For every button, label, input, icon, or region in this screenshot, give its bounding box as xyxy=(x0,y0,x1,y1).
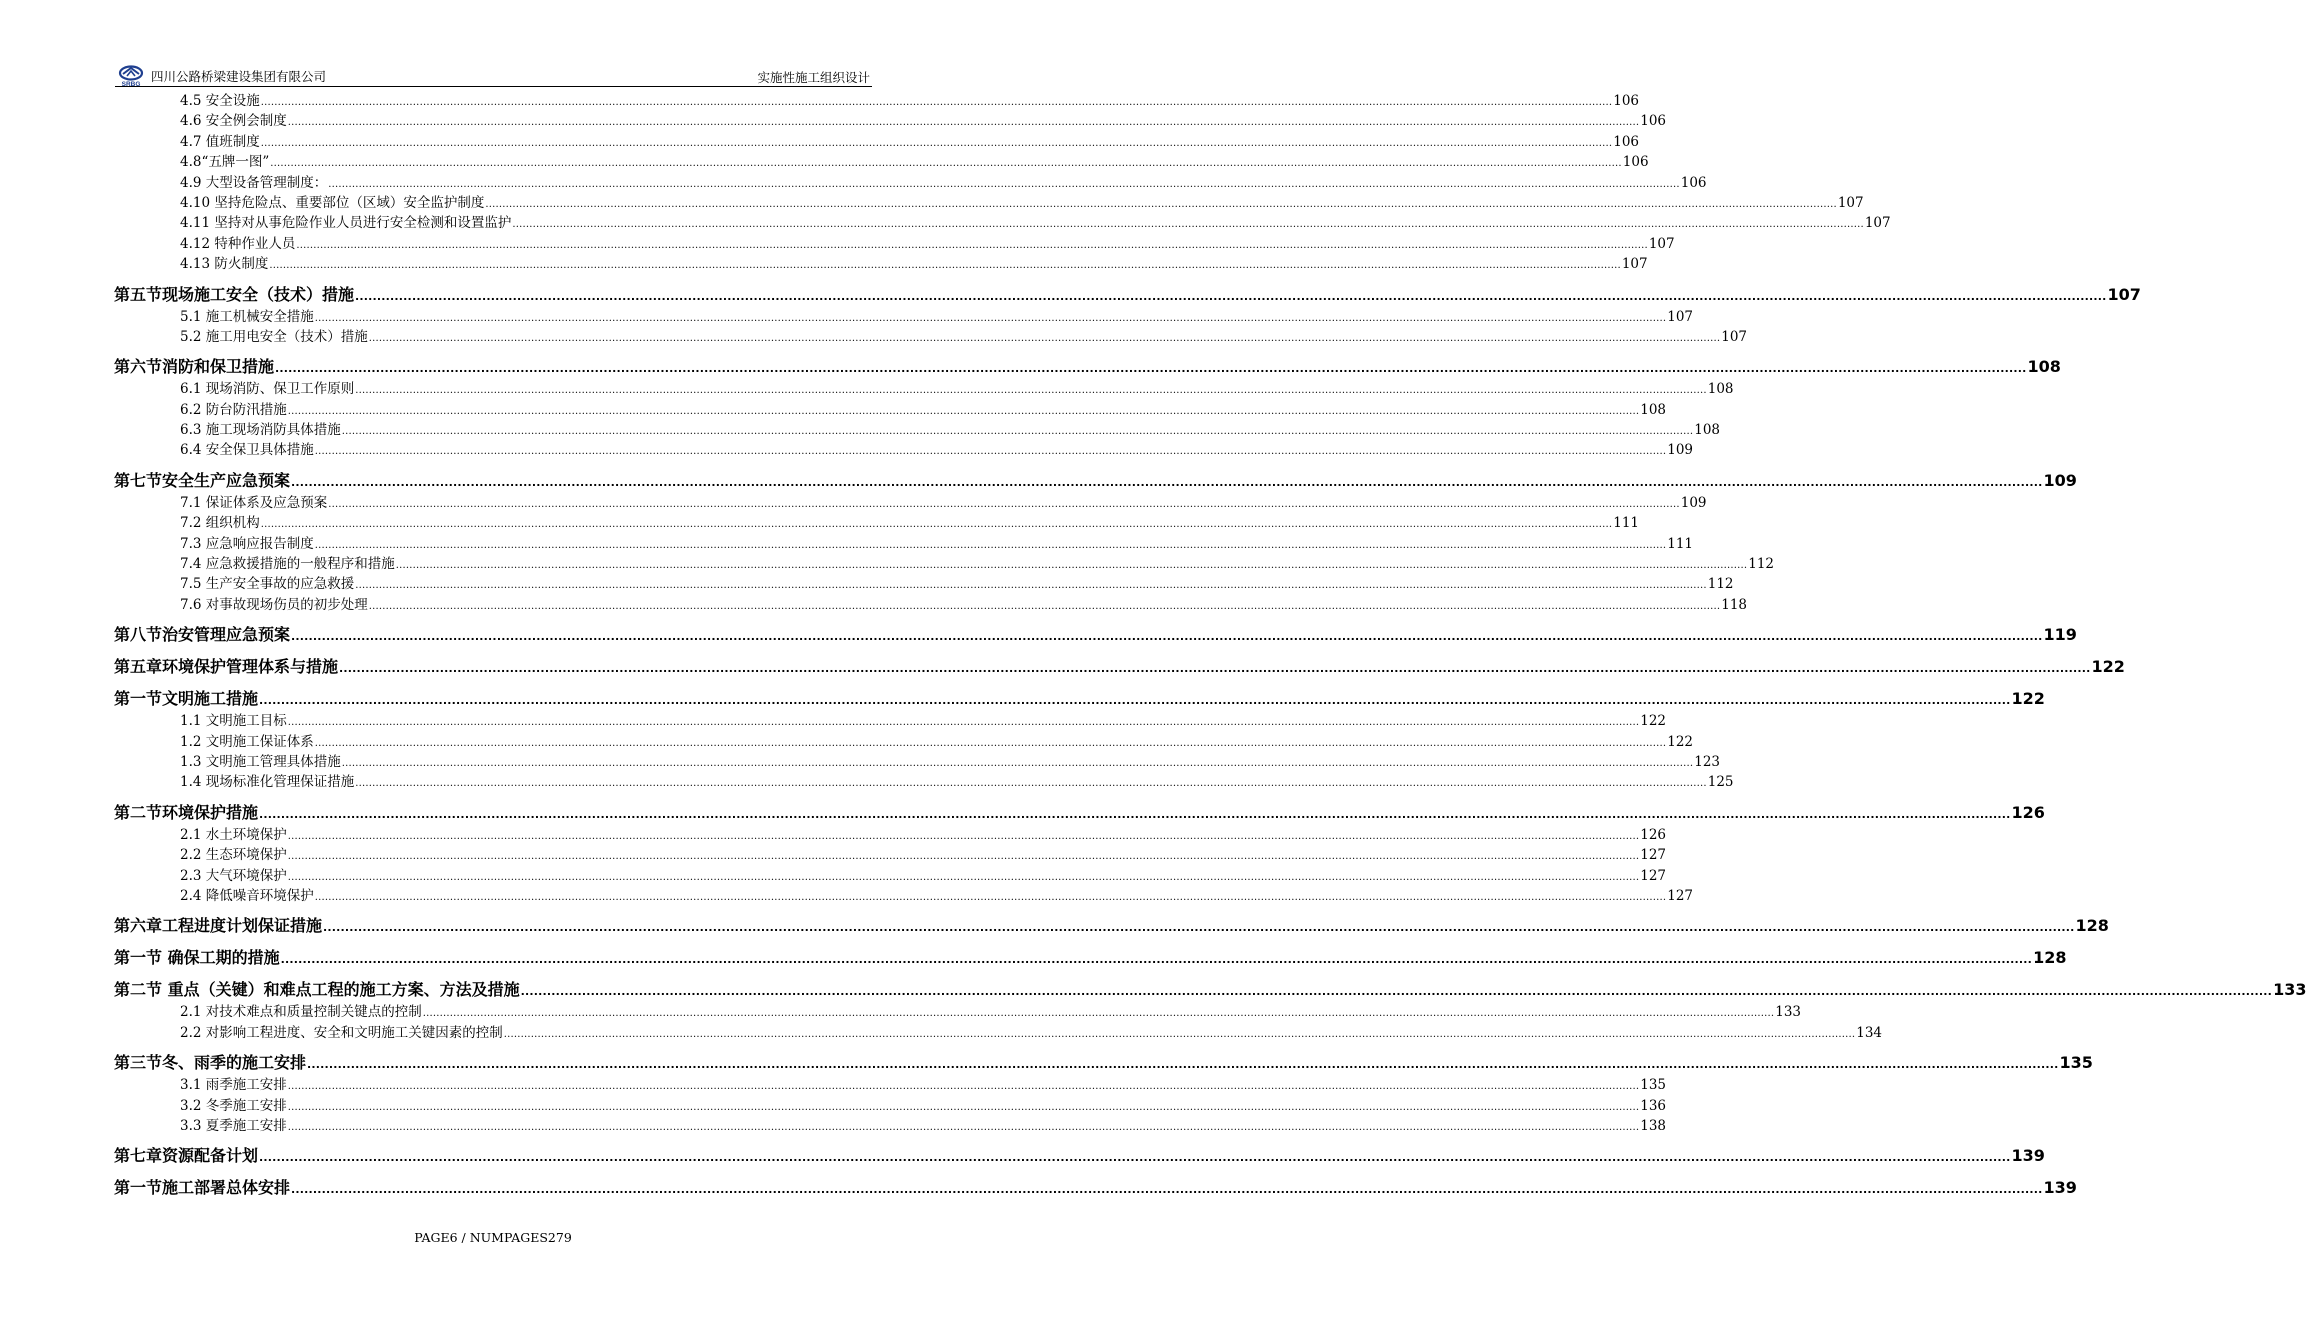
toc-entry-label: 3.2 冬季施工安排 xyxy=(180,1097,287,1114)
toc-entry-label: 2.3 大气环境保护 xyxy=(180,867,287,884)
toc-subsection-entry[interactable] xyxy=(114,254,1648,274)
toc-entry-page-number: 127 xyxy=(1640,867,1667,884)
toc-subsection-entry[interactable] xyxy=(114,213,1891,233)
toc-entry-label: 6.3 施工现场消防具体措施 xyxy=(180,422,341,439)
toc-entry-label: 5.2 施工用电安全（技术）措施 xyxy=(180,328,368,345)
dot-leader: ................................................................................................................................................................................................................................................................................................................................................................................................................ xyxy=(341,757,1694,769)
toc-entry-label: 2.2 对影响工程进度、安全和文明施工关键因素的控制 xyxy=(180,1024,503,1041)
toc-entry-label: 1.3 文明施工管理具体措施 xyxy=(180,753,341,770)
toc-entry-page-number: 106 xyxy=(1622,154,1649,171)
toc-entry-page-number: 135 xyxy=(2059,1053,2093,1073)
dot-leader: ................................................................................................................................................................................................................................................................................................................................................................................................................ xyxy=(339,662,2091,676)
toc-entry-page-number: 134 xyxy=(1856,1024,1883,1041)
toc-subsection-entry[interactable] xyxy=(114,1116,1667,1136)
toc-subsection-entry[interactable] xyxy=(114,534,1694,554)
toc-entry-label: 1.4 现场标准化管理保证措施 xyxy=(180,774,355,791)
toc-entry-page-number: 128 xyxy=(2075,916,2109,936)
toc-entry-page-number: 118 xyxy=(1721,596,1748,613)
toc-entry-label: 2.1 水土环境保护 xyxy=(180,826,287,843)
dot-leader: ................................................................................................................................................................................................................................................................................................................................................................................................................ xyxy=(368,332,1721,344)
dot-leader: ................................................................................................................................................................................................................................................................................................................................................................................................................ xyxy=(314,446,1667,458)
dot-leader: ................................................................................................................................................................................................................................................................................................................................................................................................................ xyxy=(287,117,1640,129)
toc-entry-page-number: 133 xyxy=(2273,980,2306,1000)
toc-entry-page-number: 106 xyxy=(1613,133,1640,150)
toc-entry-label: 2.2 生态环境保护 xyxy=(180,847,287,864)
toc-entry-label: 4.6 安全例会制度 xyxy=(180,113,287,130)
toc-subsection-entry[interactable] xyxy=(114,772,1734,792)
toc-entry-page-number: 108 xyxy=(2027,357,2061,377)
toc-subsection-entry[interactable] xyxy=(114,400,1667,420)
toc-entry-page-number: 109 xyxy=(1667,442,1694,459)
toc-entry-label: 7.1 保证体系及应急预案 xyxy=(180,494,328,511)
toc-entry-label: 4.5 安全设施 xyxy=(180,93,260,109)
dot-leader: ................................................................................................................................................................................................................................................................................................................................................................................................................ xyxy=(287,851,1640,863)
toc-subsection-entry[interactable] xyxy=(114,825,1667,845)
toc-entry-label: 第一节 确保工期的措施 xyxy=(114,948,280,968)
toc-entry-label: 6.2 防台防汛措施 xyxy=(180,401,287,418)
toc-entry-label: 4.10 坚持危险点、重要部位（区域）安全监护制度 xyxy=(180,194,485,211)
dot-leader: ................................................................................................................................................................................................................................................................................................................................................................................................................ xyxy=(270,158,1622,170)
toc-entry-page-number: 123 xyxy=(1694,753,1721,770)
toc-subsection-entry[interactable] xyxy=(114,845,1667,865)
dot-leader: ................................................................................................................................................................................................................................................................................................................................................................................................................ xyxy=(355,385,1707,397)
logo-text: SRBG xyxy=(121,81,141,88)
toc-entry-label: 4.11 坚持对从事危险作业人员进行安全检测和设置监护 xyxy=(180,215,512,232)
toc-entry-page-number: 127 xyxy=(1640,847,1667,864)
toc-entry-page-number: 139 xyxy=(2011,1146,2045,1166)
dot-leader: ................................................................................................................................................................................................................................................................................................................................................................................................................ xyxy=(314,539,1667,551)
toc-entry-page-number: 111 xyxy=(1667,535,1694,552)
toc-entry-label: 第一节施工部署总体安排 xyxy=(114,1178,291,1198)
toc-entry-page-number: 128 xyxy=(2033,948,2067,968)
dot-leader: ................................................................................................................................................................................................................................................................................................................................................................................................................ xyxy=(260,519,1613,531)
dot-leader: ................................................................................................................................................................................................................................................................................................................................................................................................................ xyxy=(328,178,1680,190)
toc-entry-page-number: 107 xyxy=(1621,256,1648,273)
dot-leader: ................................................................................................................................................................................................................................................................................................................................................................................................................ xyxy=(520,985,2273,999)
toc-subsection-entry[interactable] xyxy=(114,493,1707,513)
toc-subsection-entry[interactable] xyxy=(114,132,1640,152)
toc-subsection-entry[interactable] xyxy=(114,111,1667,131)
toc-subsection-entry[interactable] xyxy=(114,420,1721,440)
toc-entry-page-number: 122 xyxy=(2091,657,2125,677)
toc-entry-page-number: 125 xyxy=(1707,774,1734,791)
toc-entry-page-number: 106 xyxy=(1640,113,1667,130)
toc-entry-label: 第六章工程进度计划保证措施 xyxy=(114,916,323,936)
toc-entry-label: 第六节消防和保卫措施 xyxy=(114,357,275,377)
toc-entry-label: 1.2 文明施工保证体系 xyxy=(180,733,314,750)
dot-leader: ................................................................................................................................................................................................................................................................................................................................................................................................................ xyxy=(314,737,1667,749)
toc-subsection-entry[interactable] xyxy=(114,1023,1883,1043)
toc-subsection-entry[interactable] xyxy=(114,307,1694,327)
dot-leader: ................................................................................................................................................................................................................................................................................................................................................................................................................ xyxy=(291,630,2043,644)
toc-entry-label: 第七节安全生产应急预案 xyxy=(114,470,291,490)
toc-entry-page-number: 127 xyxy=(1667,887,1694,904)
company-name: 四川公路桥梁建设集团有限公司 xyxy=(151,69,327,84)
dot-leader: ................................................................................................................................................................................................................................................................................................................................................................................................................ xyxy=(328,498,1680,510)
toc-entry-page-number: 119 xyxy=(2043,625,2077,645)
toc-entry-label: 第二节 重点（关键）和难点工程的施工方案、方法及措施 xyxy=(114,980,520,1000)
toc-entry-page-number: 111 xyxy=(1613,515,1640,532)
toc-entry-label: 3.1 雨季施工安排 xyxy=(180,1077,287,1094)
dot-leader: ................................................................................................................................................................................................................................................................................................................................................................................................................ xyxy=(307,1058,2059,1072)
toc-section-entry[interactable] xyxy=(114,615,2077,647)
toc-entry-label: 7.6 对事故现场伤员的初步处理 xyxy=(180,596,368,613)
document-title: 实施性施工组织设计 xyxy=(757,70,870,85)
dot-leader: ................................................................................................................................................................................................................................................................................................................................................................................................................ xyxy=(259,694,2011,708)
toc-entry-label: 6.4 安全保卫具体措施 xyxy=(180,442,314,459)
dot-leader: ................................................................................................................................................................................................................................................................................................................................................................................................................ xyxy=(287,717,1640,729)
toc-entry-page-number: 122 xyxy=(2011,689,2045,709)
dot-leader: ................................................................................................................................................................................................................................................................................................................................................................................................................ xyxy=(368,600,1721,612)
dot-leader: ................................................................................................................................................................................................................................................................................................................................................................................................................ xyxy=(422,1008,1775,1020)
toc-entry-page-number: 107 xyxy=(1864,215,1891,232)
table-of-contents xyxy=(114,91,2306,1200)
dot-leader: ................................................................................................................................................................................................................................................................................................................................................................................................................ xyxy=(280,953,2033,967)
toc-subsection-entry[interactable] xyxy=(114,234,1675,254)
toc-entry-page-number: 122 xyxy=(1667,733,1694,750)
toc-subsection-entry[interactable] xyxy=(114,327,1748,347)
toc-subsection-entry[interactable] xyxy=(114,595,1748,615)
toc-subsection-entry[interactable] xyxy=(114,152,1649,172)
toc-entry-page-number: 107 xyxy=(1837,194,1864,211)
toc-entry-page-number: 109 xyxy=(2043,470,2077,490)
toc-entry-page-number: 107 xyxy=(1648,235,1675,252)
toc-subsection-entry[interactable] xyxy=(114,440,1694,460)
dot-leader: ................................................................................................................................................................................................................................................................................................................................................................................................................ xyxy=(291,1183,2043,1197)
toc-entry-page-number: 138 xyxy=(1640,1117,1667,1134)
toc-subsection-entry[interactable] xyxy=(114,1002,1802,1022)
toc-entry-label: 2.1 对技术难点和质量控制关键点的控制 xyxy=(180,1004,422,1021)
toc-entry-page-number: 108 xyxy=(1694,422,1721,439)
dot-leader: ................................................................................................................................................................................................................................................................................................................................................................................................................ xyxy=(287,830,1640,842)
toc-subsection-entry[interactable] xyxy=(114,554,1775,574)
toc-entry-label: 4.12 特种作业人员 xyxy=(180,235,296,252)
toc-entry-page-number: 139 xyxy=(2043,1178,2077,1198)
dot-leader: ................................................................................................................................................................................................................................................................................................................................................................................................................ xyxy=(355,289,2107,303)
toc-subsection-entry[interactable] xyxy=(114,513,1640,533)
toc-entry-label: 6.1 现场消防、保卫工作原则 xyxy=(180,381,355,398)
toc-entry-page-number: 126 xyxy=(1640,826,1667,843)
dot-leader: ................................................................................................................................................................................................................................................................................................................................................................................................................ xyxy=(291,475,2043,489)
toc-section-entry[interactable] xyxy=(114,275,2141,307)
toc-entry-label: 4.13 防火制度 xyxy=(180,256,269,273)
dot-leader: ................................................................................................................................................................................................................................................................................................................................................................................................................ xyxy=(296,239,1648,251)
dot-leader: ................................................................................................................................................................................................................................................................................................................................................................................................................ xyxy=(314,891,1667,903)
toc-entry-label: 7.4 应急救援措施的一般程序和措施 xyxy=(180,556,395,573)
toc-entry-label: 4.9 大型设备管理制度： xyxy=(180,174,328,191)
toc-entry-label: 3.3 夏季施工安排 xyxy=(180,1117,287,1134)
toc-entry-label: 第八节治安管理应急预案 xyxy=(114,625,291,645)
dot-leader: ................................................................................................................................................................................................................................................................................................................................................................................................................ xyxy=(355,778,1707,790)
page-header xyxy=(115,64,872,87)
toc-entry-label: 第五节现场施工安全（技术）措施 xyxy=(114,284,355,304)
dot-leader: ................................................................................................................................................................................................................................................................................................................................................................................................................ xyxy=(287,1101,1640,1113)
toc-entry-page-number: 106 xyxy=(1680,174,1707,191)
toc-subsection-entry[interactable] xyxy=(114,379,1734,399)
toc-entry-page-number: 108 xyxy=(1640,401,1667,418)
toc-entry-page-number: 106 xyxy=(1613,93,1640,109)
dot-leader: ................................................................................................................................................................................................................................................................................................................................................................................................................ xyxy=(259,807,2011,821)
toc-entry-page-number: 108 xyxy=(1707,381,1734,398)
dot-leader: ................................................................................................................................................................................................................................................................................................................................................................................................................ xyxy=(503,1028,1856,1040)
toc-subsection-entry[interactable] xyxy=(114,886,1694,906)
dot-leader: ................................................................................................................................................................................................................................................................................................................................................................................................................ xyxy=(260,97,1613,108)
toc-entry-label: 第二节环境保护措施 xyxy=(114,802,259,822)
toc-entry-label: 第七章资源配备计划 xyxy=(114,1146,259,1166)
dot-leader: ................................................................................................................................................................................................................................................................................................................................................................................................................ xyxy=(323,921,2075,935)
toc-entry-page-number: 107 xyxy=(2107,284,2141,304)
toc-section-entry[interactable] xyxy=(114,1136,2045,1168)
toc-section-entry[interactable] xyxy=(114,461,2077,493)
toc-subsection-entry[interactable] xyxy=(114,711,1667,731)
toc-subsection-entry[interactable] xyxy=(114,574,1734,594)
dot-leader: ................................................................................................................................................................................................................................................................................................................................................................................................................ xyxy=(485,198,1837,210)
toc-entry-page-number: 126 xyxy=(2011,802,2045,822)
toc-entry-page-number: 133 xyxy=(1775,1004,1802,1021)
toc-section-entry[interactable] xyxy=(114,347,2061,379)
toc-entry-label: 第一节文明施工措施 xyxy=(114,689,259,709)
toc-entry-label: 7.2 组织机构 xyxy=(180,515,260,532)
toc-subsection-entry[interactable] xyxy=(114,752,1721,772)
dot-leader: ................................................................................................................................................................................................................................................................................................................................................................................................................ xyxy=(269,260,1621,272)
toc-subsection-entry[interactable] xyxy=(114,1096,1667,1116)
dot-leader: ................................................................................................................................................................................................................................................................................................................................................................................................................ xyxy=(287,871,1640,883)
toc-entry-label: 7.5 生产安全事故的应急救援 xyxy=(180,576,355,593)
dot-leader: ................................................................................................................................................................................................................................................................................................................................................................................................................ xyxy=(287,1081,1640,1093)
dot-leader: ................................................................................................................................................................................................................................................................................................................................................................................................................ xyxy=(512,219,1864,231)
dot-leader: ................................................................................................................................................................................................................................................................................................................................................................................................................ xyxy=(395,560,1748,572)
toc-entry-label: 第五章环境保护管理体系与措施 xyxy=(114,657,339,677)
toc-entry-label: 1.1 文明施工目标 xyxy=(180,713,287,730)
toc-subsection-entry[interactable] xyxy=(114,193,1864,213)
toc-section-entry[interactable] xyxy=(114,906,2109,938)
toc-entry-label: 4.7 值班制度 xyxy=(180,133,260,150)
dot-leader: ................................................................................................................................................................................................................................................................................................................................................................................................................ xyxy=(260,137,1613,149)
toc-section-entry[interactable] xyxy=(114,793,2045,825)
toc-entry-label: 2.4 降低噪音环境保护 xyxy=(180,887,314,904)
toc-entry-page-number: 107 xyxy=(1667,308,1694,325)
toc-subsection-entry[interactable] xyxy=(114,866,1667,886)
toc-entry-label: 5.1 施工机械安全措施 xyxy=(180,308,314,325)
toc-subsection-entry[interactable] xyxy=(114,1075,1667,1095)
toc-subsection-entry[interactable] xyxy=(114,91,1640,111)
page-footer: PAGE6 / NUMPAGES279 xyxy=(414,1230,572,1245)
toc-entry-page-number: 122 xyxy=(1640,713,1667,730)
toc-entry-page-number: 107 xyxy=(1721,328,1748,345)
dot-leader: ................................................................................................................................................................................................................................................................................................................................................................................................................ xyxy=(259,1151,2011,1165)
toc-entry-label: 7.3 应急响应报告制度 xyxy=(180,535,314,552)
dot-leader: ................................................................................................................................................................................................................................................................................................................................................................................................................ xyxy=(341,426,1694,438)
dot-leader: ................................................................................................................................................................................................................................................................................................................................................................................................................ xyxy=(314,312,1667,324)
toc-entry-label: 4.8“五牌一图” xyxy=(180,154,270,171)
toc-entry-page-number: 112 xyxy=(1707,576,1734,593)
dot-leader: ................................................................................................................................................................................................................................................................................................................................................................................................................ xyxy=(355,580,1707,592)
toc-entry-page-number: 112 xyxy=(1748,556,1775,573)
toc-entry-label: 第三节冬、雨季的施工安排 xyxy=(114,1053,307,1073)
toc-subsection-entry[interactable] xyxy=(114,173,1707,193)
toc-section-entry[interactable] xyxy=(114,1043,2093,1075)
toc-subsection-entry[interactable] xyxy=(114,732,1694,752)
toc-entry-page-number: 136 xyxy=(1640,1097,1667,1114)
toc-entry-page-number: 109 xyxy=(1680,494,1707,511)
dot-leader: ................................................................................................................................................................................................................................................................................................................................................................................................................ xyxy=(287,405,1640,417)
dot-leader: ................................................................................................................................................................................................................................................................................................................................................................................................................ xyxy=(287,1121,1640,1133)
dot-leader: ................................................................................................................................................................................................................................................................................................................................................................................................................ xyxy=(275,362,2027,376)
toc-entry-page-number: 135 xyxy=(1640,1077,1667,1094)
company-logo-icon xyxy=(118,65,144,87)
